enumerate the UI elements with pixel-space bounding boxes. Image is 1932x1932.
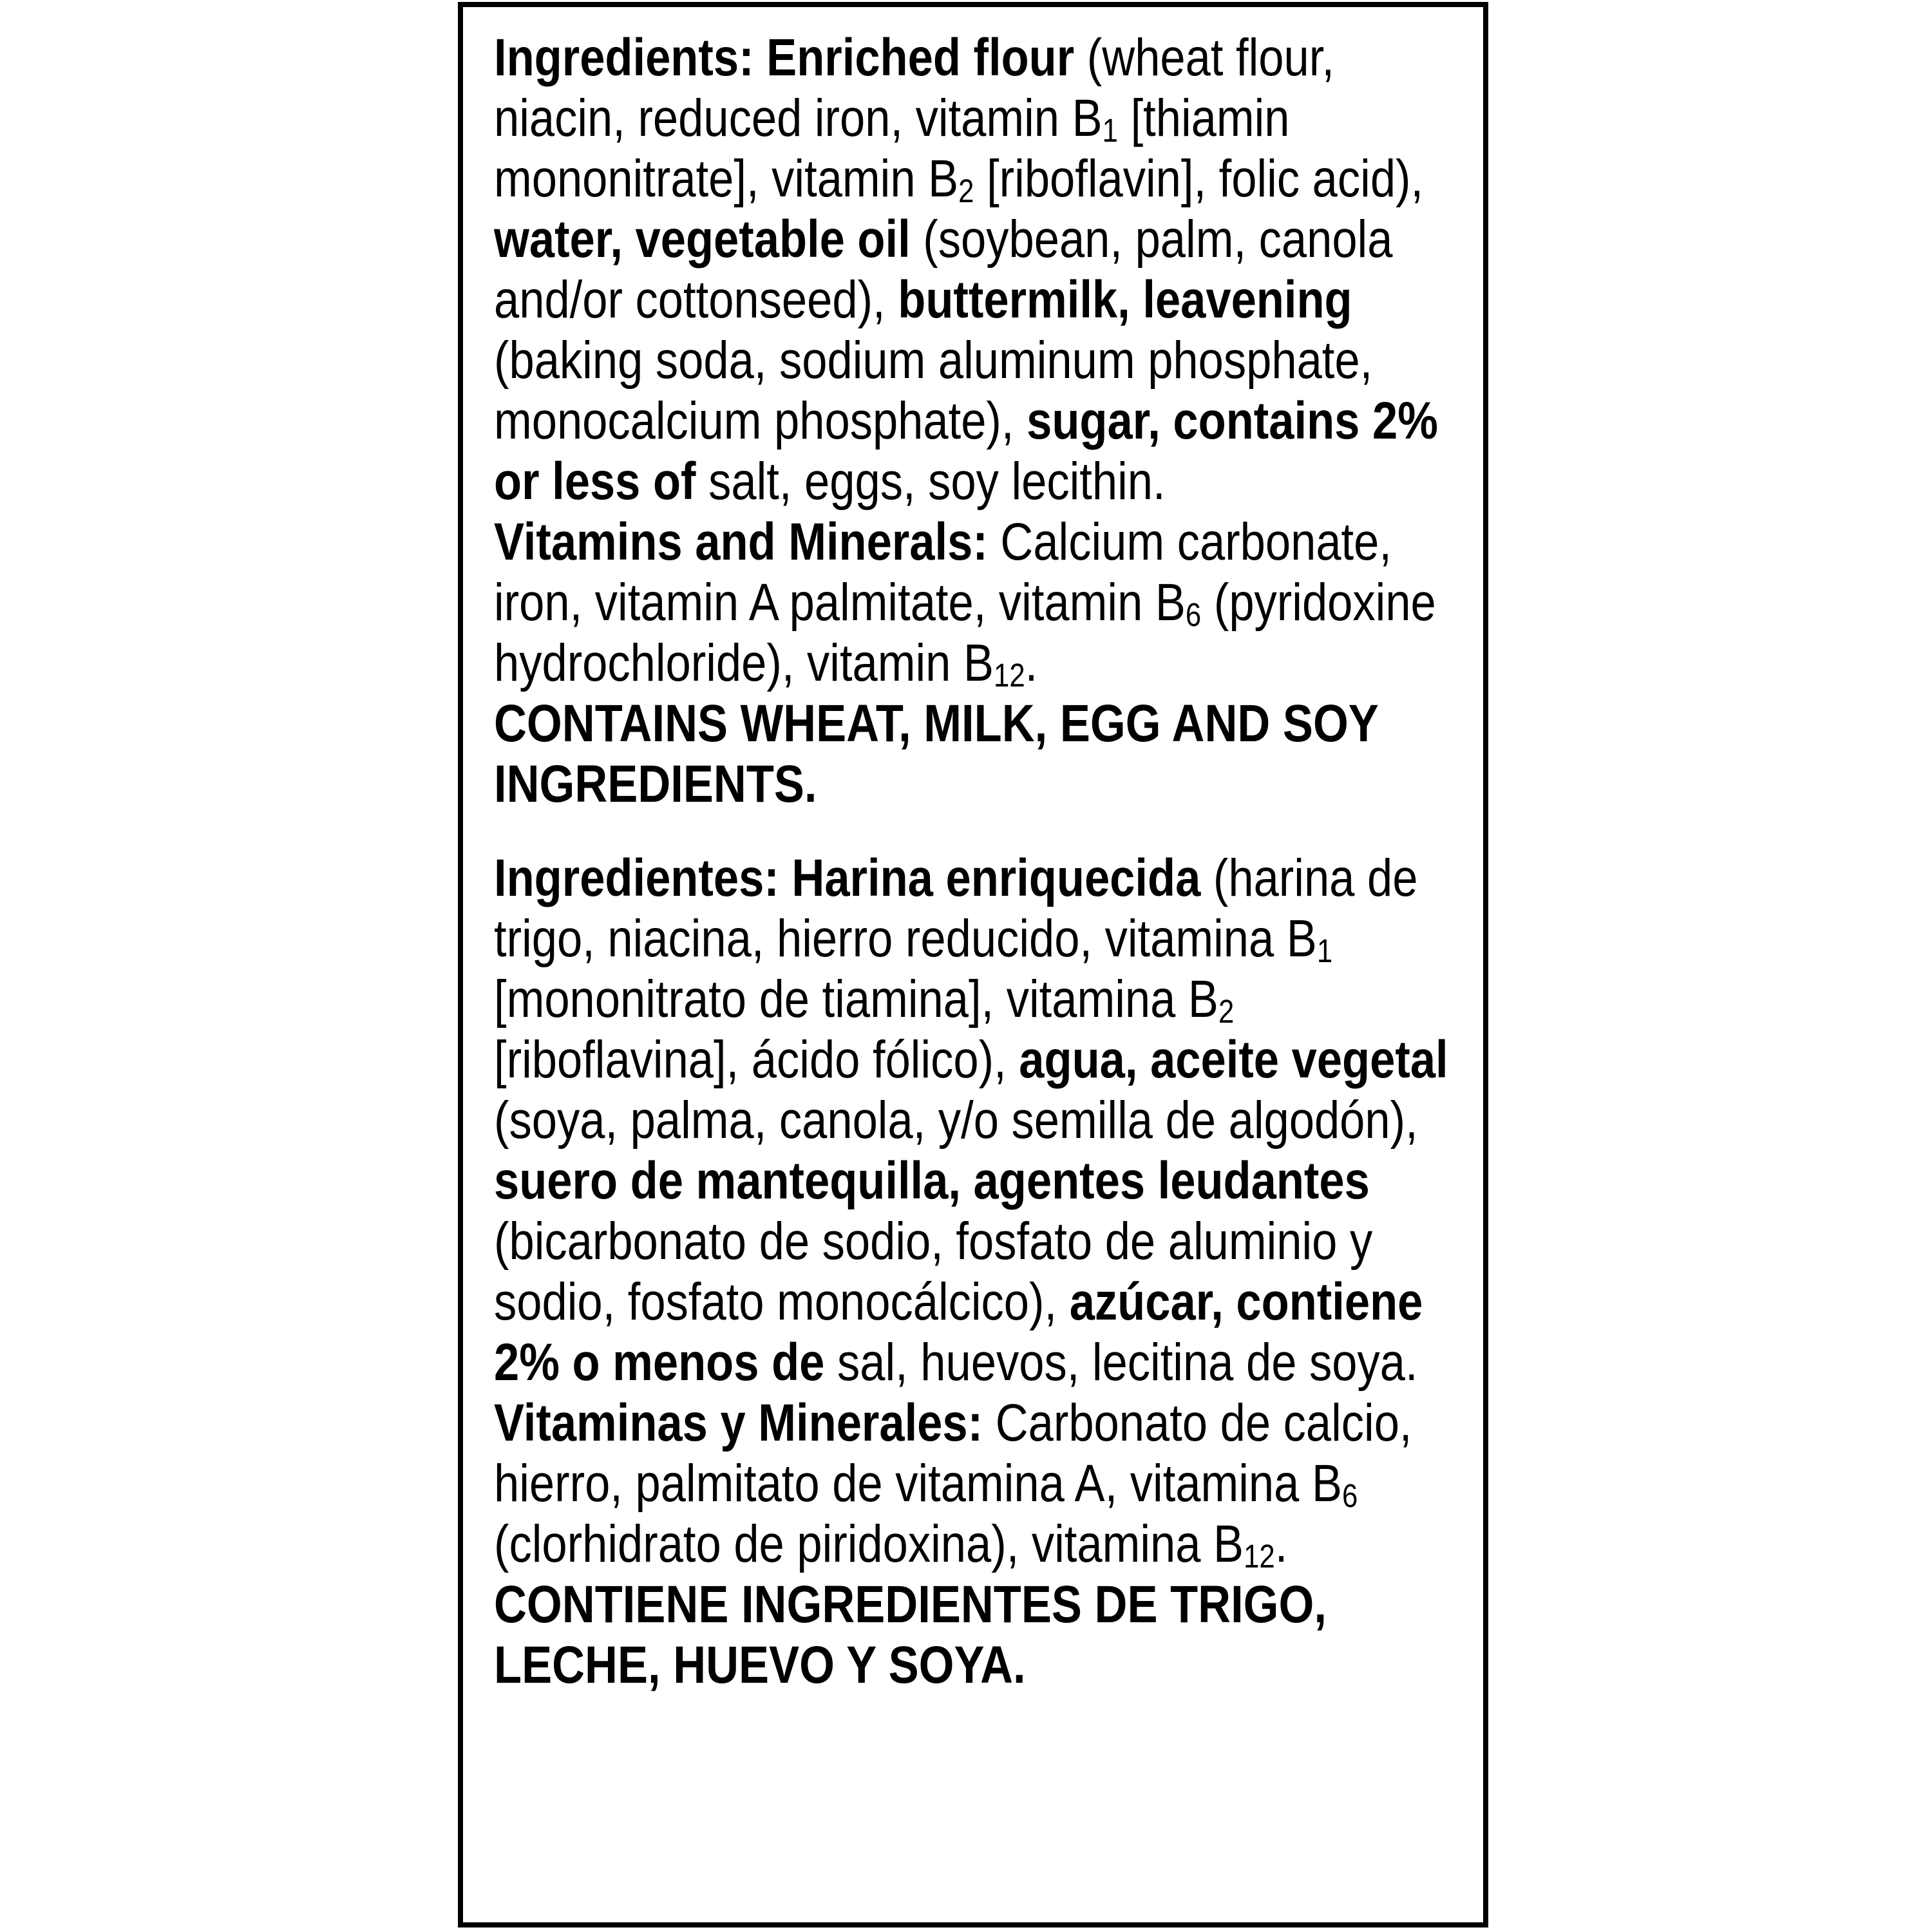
- english-ingredient-text: [riboflavin], folic acid),: [974, 149, 1424, 208]
- english-ingredient-bold: water, vegetable oil: [494, 210, 911, 269]
- spanish-ingredient-harina: Harina enriquecida: [791, 849, 1201, 907]
- spanish-subscript: 2: [1218, 993, 1235, 1030]
- english-vitamins-text: .: [1025, 634, 1038, 692]
- english-vitamins-text: (pyridoxine hydrochloride), vitamin B: [494, 573, 1436, 692]
- english-ingredient-enriched-flour: Enriched flour: [766, 28, 1075, 87]
- english-subscript: 12: [994, 657, 1025, 694]
- english-ingredients-heading: Ingredients:: [494, 28, 754, 87]
- spanish-vitamins: [494, 1393, 1457, 1575]
- spanish-ingredient-bold: suero de mantequilla, agentes leudantes: [494, 1151, 1370, 1210]
- english-ingredient-bold: sugar, contains 2% or less of: [494, 392, 1438, 511]
- english-vitamins-text: Calcium carbonate, iron, vitamin A palmitate, vitamin B: [494, 513, 1392, 632]
- ingredients-label-content: [494, 28, 1457, 1696]
- english-subscript: 2: [958, 173, 974, 210]
- spanish-vitamins-heading: Vitaminas y Minerales:: [494, 1394, 983, 1452]
- section-divider-space: [494, 815, 1457, 848]
- spanish-ingredient-text: sal, huevos, lecitina de soya.: [824, 1333, 1418, 1392]
- english-ingredient-text: (baking soda, sodium aluminum phosphate, monocalcium phosphate),: [494, 331, 1373, 450]
- spanish-subscript: 1: [1316, 933, 1333, 970]
- spanish-ingredient-text: (bicarbonato de sodio, fosfato de aluminio y sodio, fosfato monocálcico),: [494, 1212, 1373, 1331]
- english-ingredients: [494, 28, 1457, 512]
- spanish-allergen-statement: CONTIENE INGREDIENTES DE TRIGO, LECHE, HUEVO Y SOYA.: [494, 1575, 1327, 1694]
- spanish-ingredient-text: [mononitrato de tiamina], vitamina B: [494, 970, 1218, 1028]
- spanish-ingredients-heading: Ingredientes:: [494, 849, 779, 907]
- english-subscript: 1: [1102, 112, 1118, 149]
- english-allergen-statement: CONTAINS WHEAT, MILK, EGG AND SOY INGREDIENTS.: [494, 694, 1378, 813]
- english-vitamins: [494, 512, 1457, 694]
- spanish-ingredient-text: [riboflavina], ácido fólico),: [494, 1030, 1019, 1089]
- spanish-vitamins-text: (clorhidrato de piridoxina), vitamina B: [494, 1515, 1244, 1573]
- english-ingredient-bold: buttermilk, leavening: [898, 270, 1352, 329]
- spanish-subscript: 6: [1341, 1477, 1358, 1515]
- spanish-ingredient-text: (soya, palma, canola, y/o semilla de algodón),: [494, 1091, 1418, 1150]
- english-ingredient-text: [thiamin mononitrate], vitamin B: [494, 89, 1290, 208]
- english-vitamins-heading: Vitamins and Minerals:: [494, 513, 988, 571]
- ingredients-label-panel: [458, 2, 1488, 1927]
- english-ingredient-text: (soybean, palm, canola and/or cottonseed),: [494, 210, 1393, 329]
- spanish-vitamins-text: Carbonato de calcio, hierro, palmitato de vitamina A, vitamina B: [494, 1394, 1412, 1513]
- spanish-ingredients: [494, 848, 1457, 1393]
- english-ingredient-text: (wheat flour, niacin, reduced iron, vitamin B: [494, 28, 1334, 147]
- spanish-vitamins-text: .: [1274, 1515, 1288, 1573]
- english-ingredient-text: salt, eggs, soy lecithin.: [696, 452, 1166, 511]
- spanish-ingredient-text: (harina de trigo, niacina, hierro reducido, vitamina B: [494, 849, 1418, 968]
- spanish-ingredient-bold: azúcar, contiene 2% o menos de: [494, 1273, 1423, 1392]
- spanish-ingredient-bold: agua, aceite vegetal: [1019, 1030, 1448, 1089]
- spanish-subscript: 12: [1244, 1538, 1275, 1575]
- english-subscript: 6: [1185, 596, 1202, 634]
